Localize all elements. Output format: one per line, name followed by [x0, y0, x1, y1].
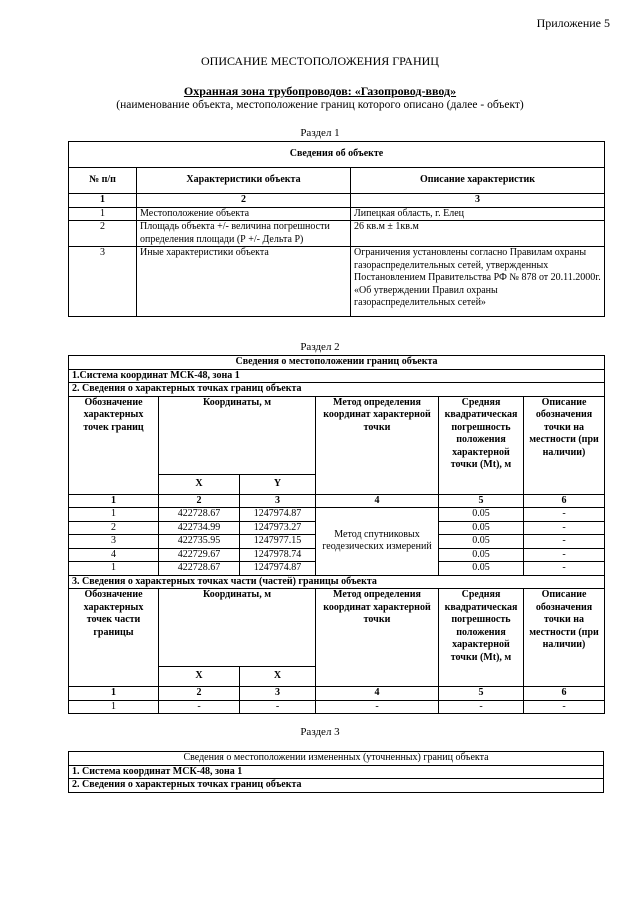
cell: -	[524, 562, 605, 576]
section2-label: Раздел 2	[300, 341, 340, 353]
cell: 1	[69, 508, 159, 522]
table-row	[69, 700, 605, 714]
col-header: X	[159, 474, 240, 494]
cell: 1	[69, 207, 137, 221]
col-header: Средняя квадратическая погрешность положения характерной точки (Mt), м	[439, 396, 524, 494]
cell: 422729.67	[159, 548, 240, 562]
col-header: Описание характеристик	[351, 168, 605, 194]
col-number: 3	[240, 687, 316, 701]
cell: 422728.67	[159, 562, 240, 576]
object-title: Охранная зона трубопроводов: «Газопровод-ввод»	[183, 84, 457, 98]
col-header: Обозначение характерных точек части границы	[69, 589, 159, 687]
cell: 0.05	[439, 508, 524, 522]
cell: 1247973.27	[240, 521, 316, 535]
section1-table	[68, 141, 605, 317]
cell: 422735.95	[159, 535, 240, 549]
cell: -	[159, 700, 240, 714]
table-row	[69, 221, 605, 247]
col-number: 1	[69, 687, 159, 701]
section3-label: Раздел 3	[300, 726, 340, 738]
cell: 1	[69, 700, 159, 714]
object-note: (наименование объекта, местоположение границ которого описано (далее - объект)	[116, 99, 524, 111]
coord-system: 1.Система координат МСК-48, зона 1	[69, 369, 605, 383]
appendix-label: Приложение 5	[536, 16, 610, 30]
subsection-title: 2. Сведения о характерных точках границ объекта	[69, 383, 605, 397]
col-number: 2	[137, 194, 351, 208]
cell: 422728.67	[159, 508, 240, 522]
cell: 422734.99	[159, 521, 240, 535]
cell: -	[524, 535, 605, 549]
col-number: 5	[439, 494, 524, 508]
col-number: 1	[69, 494, 159, 508]
cell: 3	[69, 535, 159, 549]
cell: Иные характеристики объекта	[137, 247, 351, 317]
cell: -	[524, 521, 605, 535]
col-header: Метод определения координат характерной точки	[316, 396, 439, 494]
cell: 0.05	[439, 548, 524, 562]
cell: 1247974.87	[240, 562, 316, 576]
cell: 1247978.74	[240, 548, 316, 562]
col-number: 1	[69, 194, 137, 208]
cell: -	[524, 700, 605, 714]
cell: -	[524, 508, 605, 522]
col-header: X	[240, 667, 316, 687]
cell: -	[240, 700, 316, 714]
col-header: № п/п	[69, 168, 137, 194]
page-title: ОПИСАНИЕ МЕСТОПОЛОЖЕНИЯ ГРАНИЦ	[201, 54, 439, 68]
cell: 1247977.15	[240, 535, 316, 549]
col-number: 5	[439, 687, 524, 701]
col-number: 6	[524, 494, 605, 508]
cell: -	[524, 548, 605, 562]
cell: Ограничения установлены согласно Правилам охраны газораспределительных сетей, утвержденных Постановлением Правительства РФ № 878 от 20.11.2000г. «Об утверждении Правил охраны газораспределительных сетей»	[351, 247, 605, 317]
cell: -	[439, 700, 524, 714]
cell: 0.05	[439, 521, 524, 535]
cell: Местоположение объекта	[137, 207, 351, 221]
col-header: X	[159, 667, 240, 687]
cell: 0.05	[439, 535, 524, 549]
method-cell: Метод спутниковых геодезических измерений	[316, 508, 439, 576]
col-number: 2	[159, 494, 240, 508]
col-header: Y	[240, 474, 316, 494]
cell: 1247974.87	[240, 508, 316, 522]
section1-header: Сведения об объекте	[69, 142, 605, 168]
col-number: 6	[524, 687, 605, 701]
table-row	[69, 247, 605, 317]
cell: 2	[69, 221, 137, 247]
subsection-title: 3. Сведения о характерных точках части (частей) границы объекта	[69, 575, 605, 589]
section1-label: Раздел 1	[300, 127, 340, 139]
cell: 3	[69, 247, 137, 317]
subsection-title: 2. Сведения о характерных точках границ объекта	[69, 779, 604, 793]
cell: 2	[69, 521, 159, 535]
col-header: Метод определения координат характерной точки	[316, 589, 439, 687]
cell: Липецкая область, г. Елец	[351, 207, 605, 221]
cell: -	[316, 700, 439, 714]
table-row	[69, 508, 605, 522]
col-number: 3	[351, 194, 605, 208]
cell: Площадь объекта +/- величина погрешности определения площади (Р +/- Дельта Р)	[137, 221, 351, 247]
col-header: Описание обозначения точки на местности (при наличии)	[524, 396, 605, 494]
col-number: 2	[159, 687, 240, 701]
section2-header: Сведения о местоположении границ объекта	[69, 356, 605, 370]
col-header: Характеристики объекта	[137, 168, 351, 194]
section3-table	[68, 751, 604, 793]
col-number: 3	[240, 494, 316, 508]
section3-header: Сведения о местоположении измененных (уточненных) границ объекта	[69, 752, 604, 766]
col-header: Координаты, м	[159, 396, 316, 474]
cell: 4	[69, 548, 159, 562]
col-header: Средняя квадратическая погрешность положения характерной точки (Mt), м	[439, 589, 524, 687]
col-number: 4	[316, 687, 439, 701]
table-row	[69, 207, 605, 221]
coord-system: 1. Система координат МСК-48, зона 1	[69, 765, 604, 779]
col-header: Координаты, м	[159, 589, 316, 667]
cell: 0.05	[439, 562, 524, 576]
cell: 1	[69, 562, 159, 576]
col-header: Описание обозначения точки на местности (при наличии)	[524, 589, 605, 687]
col-number: 4	[316, 494, 439, 508]
section2-table	[68, 355, 605, 714]
cell: 26 кв.м ± 1кв.м	[351, 221, 605, 247]
col-header: Обозначение характерных точек границ	[69, 396, 159, 494]
